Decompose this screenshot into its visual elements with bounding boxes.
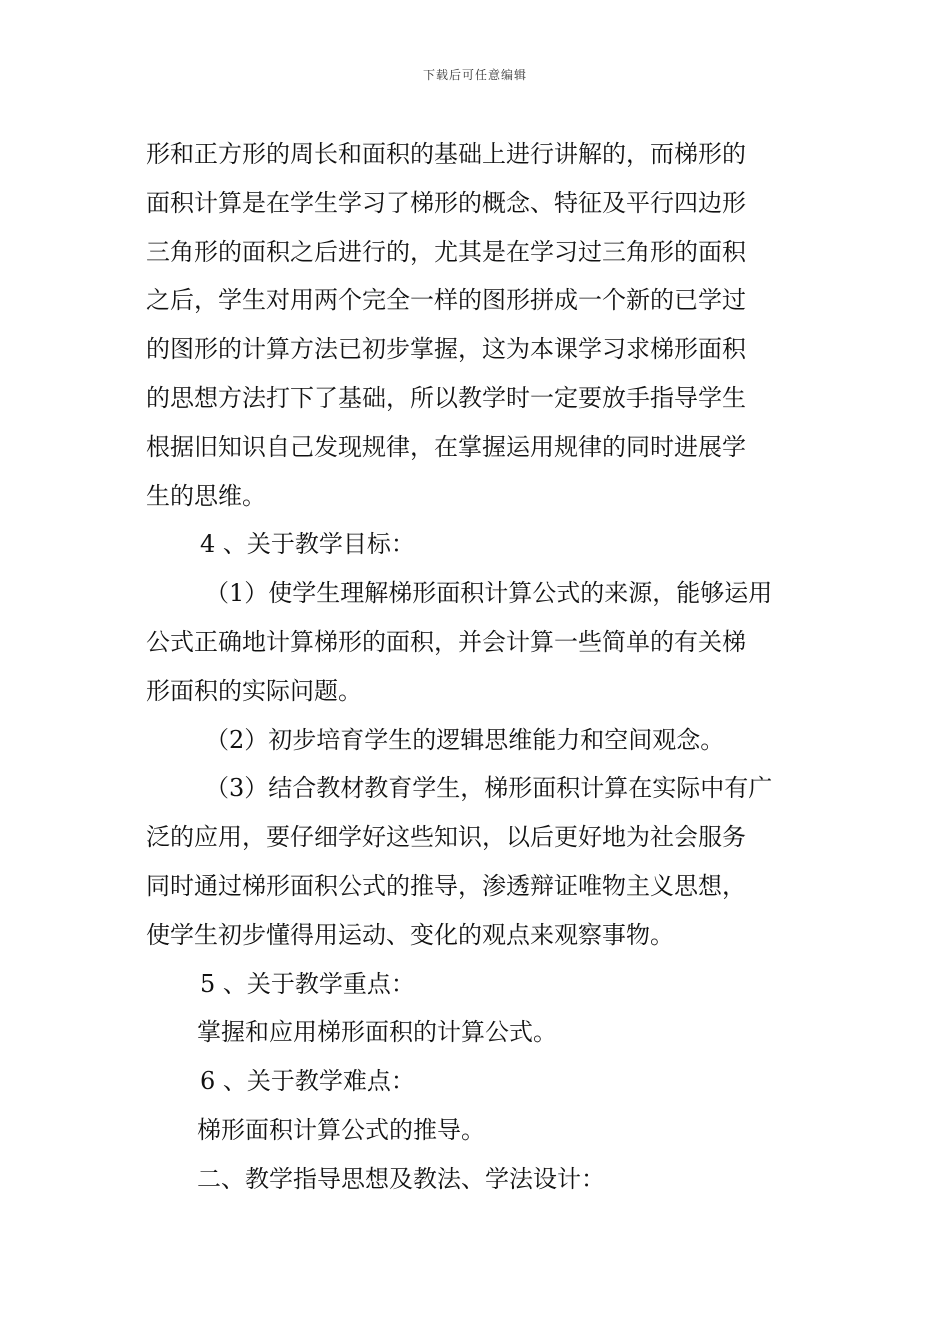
- paragraph-line: 掌握和应用梯形面积的计算公式。: [197, 1018, 557, 1047]
- page-header: 下载后可任意编辑: [422, 68, 527, 82]
- paragraph-line: 面积计算是在学生学习了梯形的概念、特征及平行四边形: [146, 188, 746, 217]
- paragraph-line: 根据旧知识自己发现规律，在掌握运用规律的同时进展学: [146, 432, 746, 461]
- list-item-line: （1）使学生理解梯形面积计算公式的来源，能够运用: [205, 579, 773, 608]
- section-heading: 4 、关于教学目标：: [200, 530, 415, 559]
- paragraph-line: 形和正方形的周长和面积的基础上进行讲解的，而梯形的: [146, 140, 746, 168]
- paragraph-line: 泛的应用，要仔细学好这些知识，以后更好地为社会服务: [146, 823, 746, 852]
- list-item-line: （2）初步培育学生的逻辑思维能力和空间观念。: [205, 725, 725, 754]
- list-item-line: （3）结合教材教育学生，梯形面积计算在实际中有广: [205, 774, 773, 803]
- paragraph-line: 之后，学生对用两个完全一样的图形拼成一个新的已学过: [146, 286, 746, 315]
- section-heading: 5 、关于教学重点：: [200, 969, 415, 998]
- paragraph-line: 三角形的面积之后进行的，尤其是在学习过三角形的面积: [146, 237, 746, 266]
- paragraph-line: 使学生初步懂得用运动、变化的观点来观察事物。: [146, 920, 674, 949]
- paragraph-line: 生的思维。: [146, 481, 266, 510]
- section-heading: 二、教学指导思想及教法、学法设计：: [197, 1164, 605, 1193]
- paragraph-line: 公式正确地计算梯形的面积，并会计算一些简单的有关梯: [146, 627, 746, 656]
- section-heading: 6 、关于教学难点：: [200, 1067, 415, 1096]
- paragraph-line: 的思想方法打下了基础，所以教学时一定要放手指导学生: [146, 383, 746, 412]
- paragraph-line: 形面积的实际问题。: [146, 676, 362, 705]
- document-body: [146, 130, 810, 1204]
- paragraph-line: 梯形面积计算公式的推导。: [197, 1115, 485, 1144]
- paragraph-line: 的图形的计算方法已初步掌握，这为本课学习求梯形面积: [146, 335, 746, 364]
- paragraph-line: 同时通过梯形面积公式的推导，渗透辩证唯物主义思想，: [146, 871, 746, 900]
